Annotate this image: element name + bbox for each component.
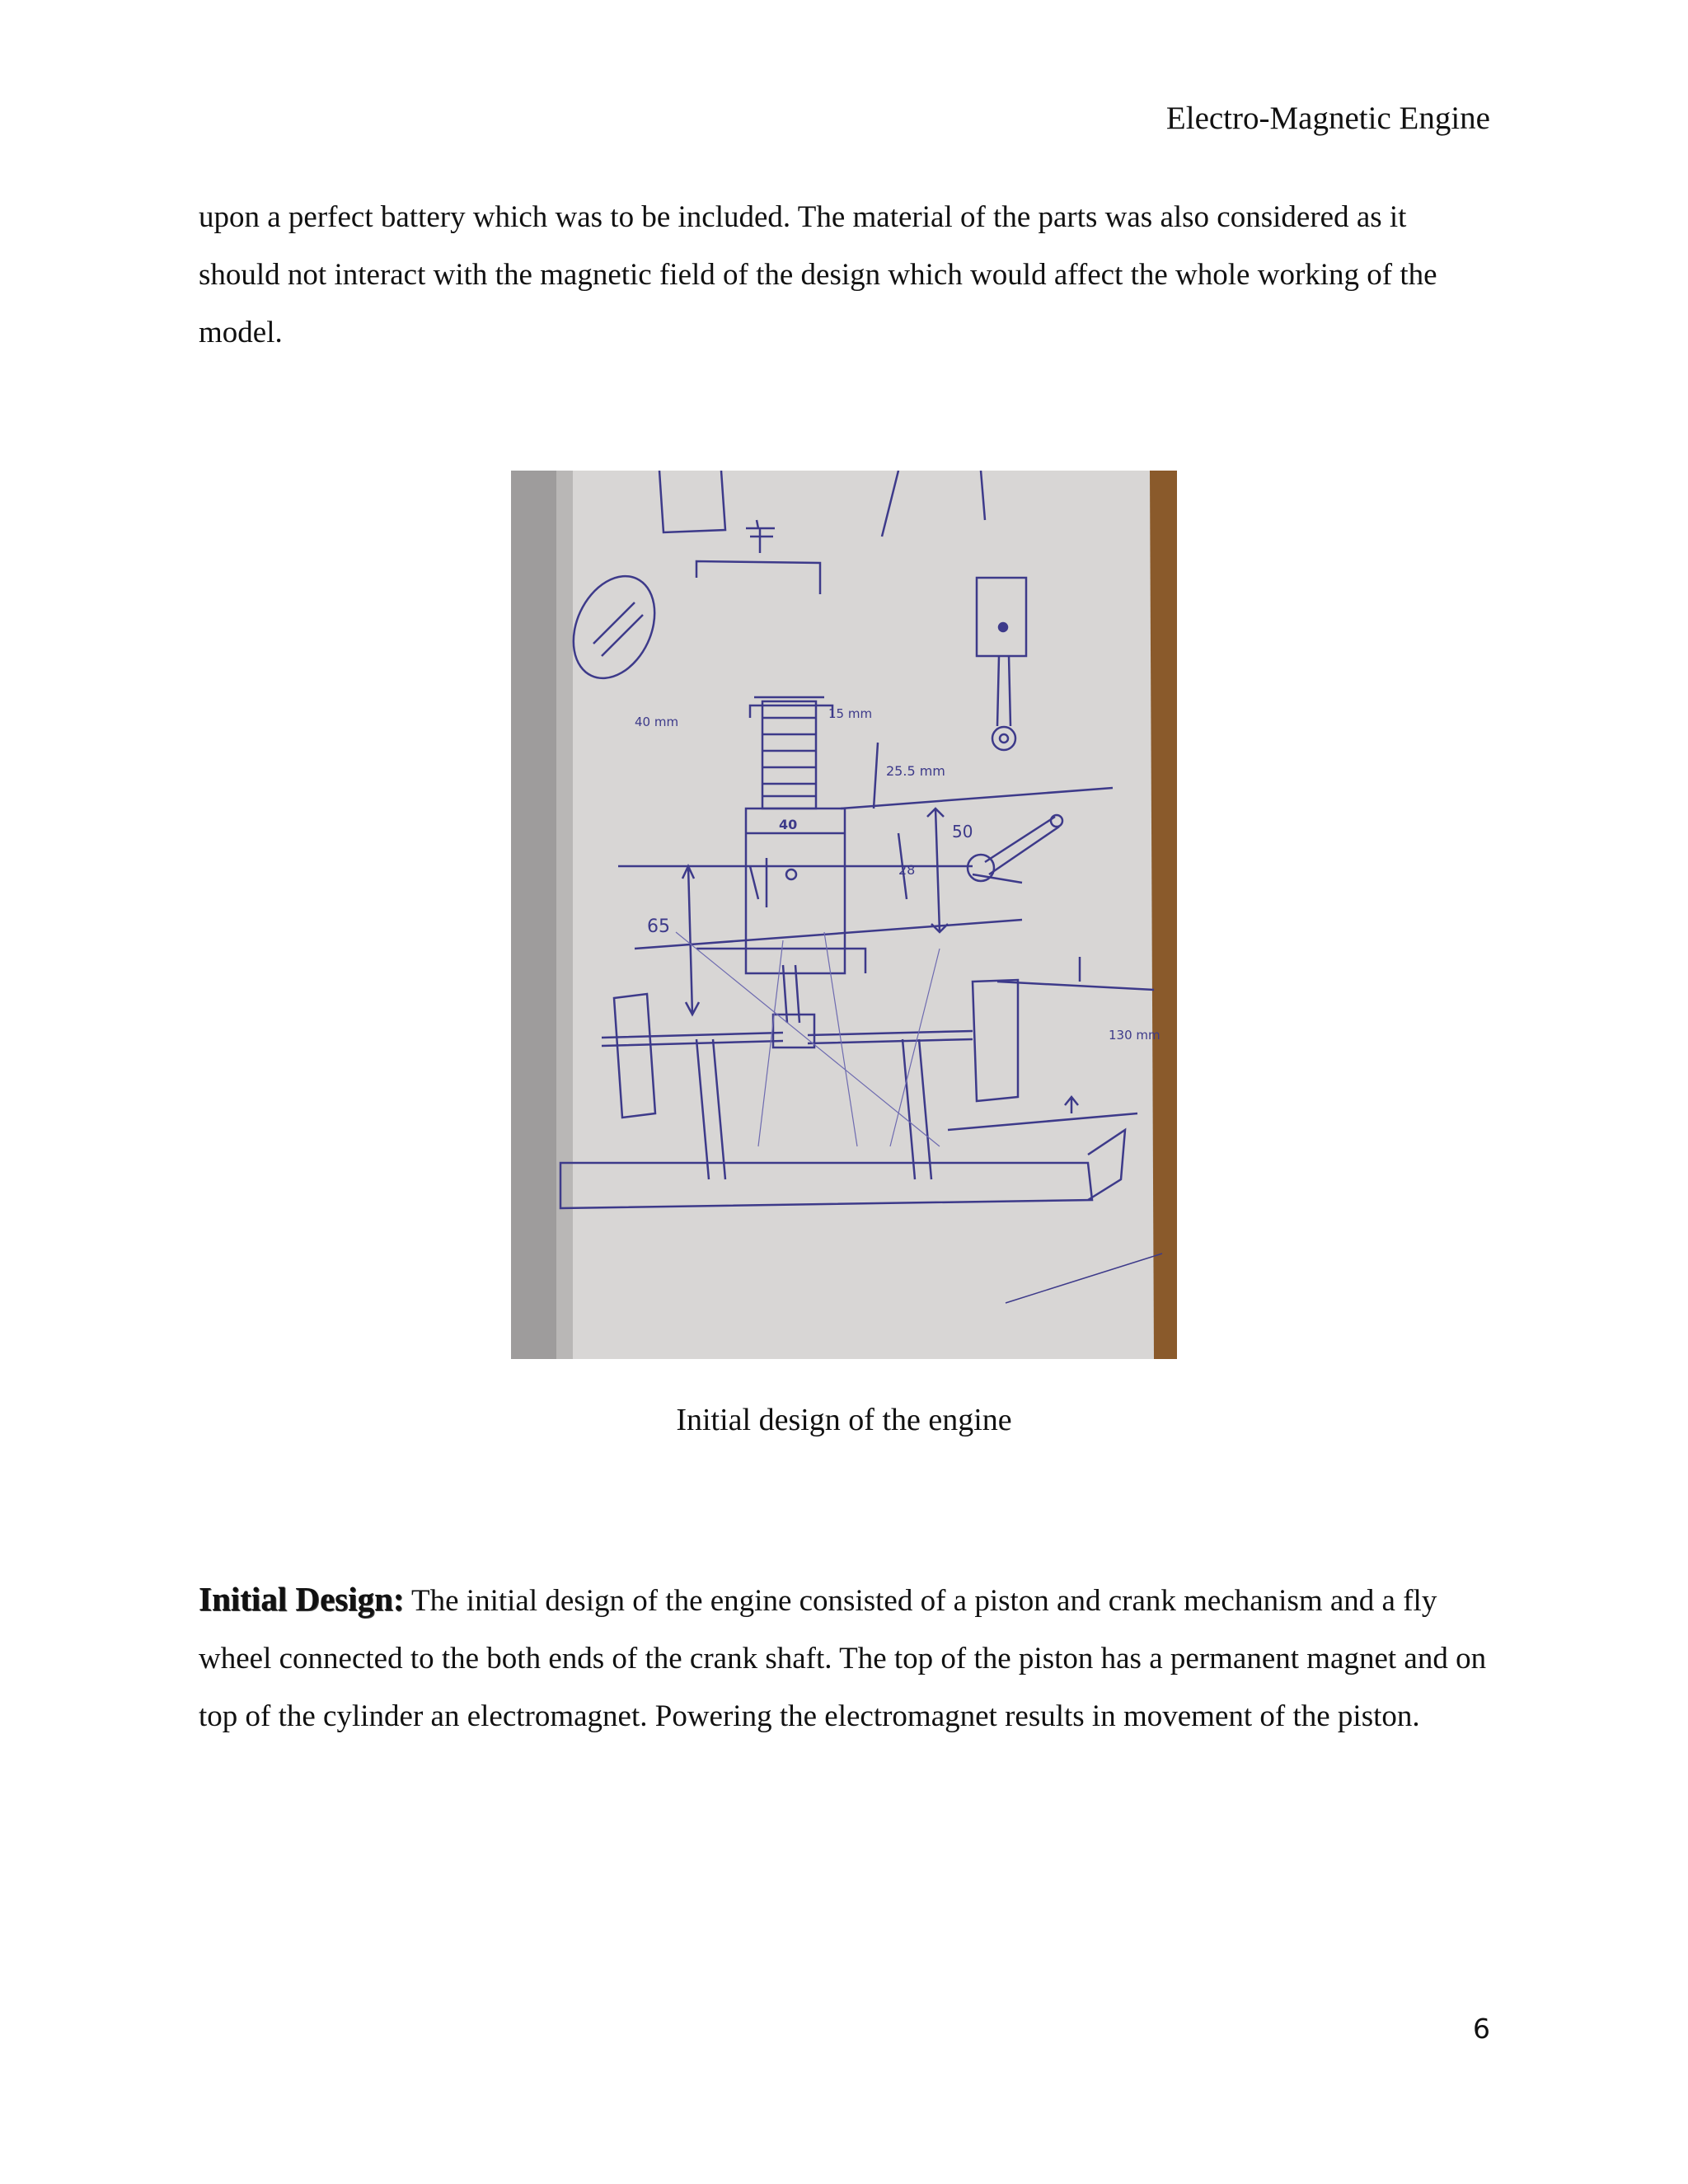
figure-caption: Initial design of the engine [676, 1403, 1012, 1437]
body-paragraph-2 [199, 1570, 1493, 1746]
page-number: 6 [1473, 2013, 1490, 2045]
section-paragraph-text: The initial design of the engine consisted of a piston and crank mechanism and a fly wheel connected to the both ends of the crank shaft. The top of the piston has a permanent magnet and on top of the cylinder an electromagnet. Powering the electromagnet results in movement of the piston. [199, 1584, 1487, 1733]
label-50: 50 [952, 822, 973, 841]
label-15mm: 15 mm [828, 706, 873, 721]
label-28: 28 [898, 862, 916, 878]
piston-pin [999, 623, 1007, 631]
label-130mm: 130 mm [1109, 1028, 1160, 1043]
label-40mm: 40 mm [635, 715, 679, 729]
engine-sketch-photo [511, 471, 1177, 1359]
label-25-5mm: 25.5 mm [886, 763, 945, 779]
label-40: 40 [779, 817, 798, 832]
notebook-paper [556, 471, 1154, 1359]
engine-sketch-drawing [511, 471, 1177, 1359]
label-65: 65 [647, 916, 670, 937]
section-lead-heading: Initial Design: [199, 1580, 405, 1618]
running-header: Electro-Magnetic Engine [1165, 101, 1490, 136]
body-paragraph-1: upon a perfect battery which was to be included. The material of the parts was also considered as it should not interact with the magnetic field of the design which would affect the whole working of the model. [199, 200, 1437, 349]
notebook-spine [556, 471, 573, 1359]
